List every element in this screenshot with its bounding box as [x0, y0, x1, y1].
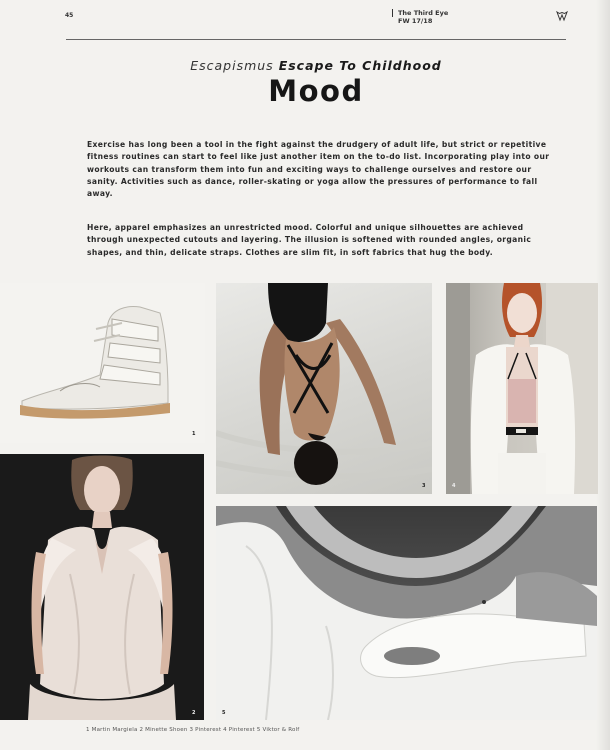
sneaker-illustration [0, 283, 205, 443]
body-paragraph-2: Here, apparel emphasizes an unrestricted mood. Colorful and unique silhouettes are achieved through unexpected cutouts and layering. The illusion is softened with rounded angles, organic shapes, and thin, delicate straps. Clothes are slim fit, in soft fabrics that hug the body. [87, 223, 532, 257]
photo-sneaker [0, 283, 205, 443]
stylized-m-logo-icon [556, 10, 568, 22]
model-illustration [446, 283, 598, 494]
photo-number: 5 [222, 710, 226, 716]
page-title: Mood [268, 74, 364, 108]
photo-model-blush-top [446, 283, 598, 494]
publication-name: The Third Eye [398, 9, 449, 17]
issue-label: FW 17/18 [398, 17, 433, 25]
photo-number: 2 [192, 710, 196, 716]
photo-yoga-pose [216, 283, 432, 494]
dress-illustration [0, 454, 204, 720]
photo-number: 3 [422, 483, 426, 489]
header-rule [66, 39, 566, 40]
kicker-theme: Escape To Childhood [278, 58, 442, 73]
photo-sculptural-dress [0, 454, 204, 720]
yoga-illustration [216, 283, 432, 494]
photo-cutout-top [216, 506, 597, 720]
header-divider [392, 9, 393, 17]
photo-credits: 1 Martin Margiela 2 Minette Shoen 3 Pinterest 4 Pinterest 5 Viktor & Rolf [86, 727, 300, 733]
photo-number: 4 [452, 483, 456, 489]
section-kicker [0, 58, 610, 73]
cutout-top-illustration [216, 506, 597, 720]
page-edge-shadow [596, 0, 610, 750]
kicker-category: Escapismus [190, 58, 274, 73]
publication-header [398, 9, 448, 25]
body-paragraph-1: Exercise has long been a tool in the fight against the drudgery of adult life, but strict or repetitive fitness routines can start to feel like just another item on the to-do list. Incorporating play into our workouts can transform them into fun and exciting ways to challenge ourselves and restore our sanity. Activities such as dance, roller-skating or yoga allow the pressures of performance to fall away. [87, 140, 550, 199]
page-number: 45 [65, 12, 74, 19]
photo-number: 1 [192, 431, 196, 437]
